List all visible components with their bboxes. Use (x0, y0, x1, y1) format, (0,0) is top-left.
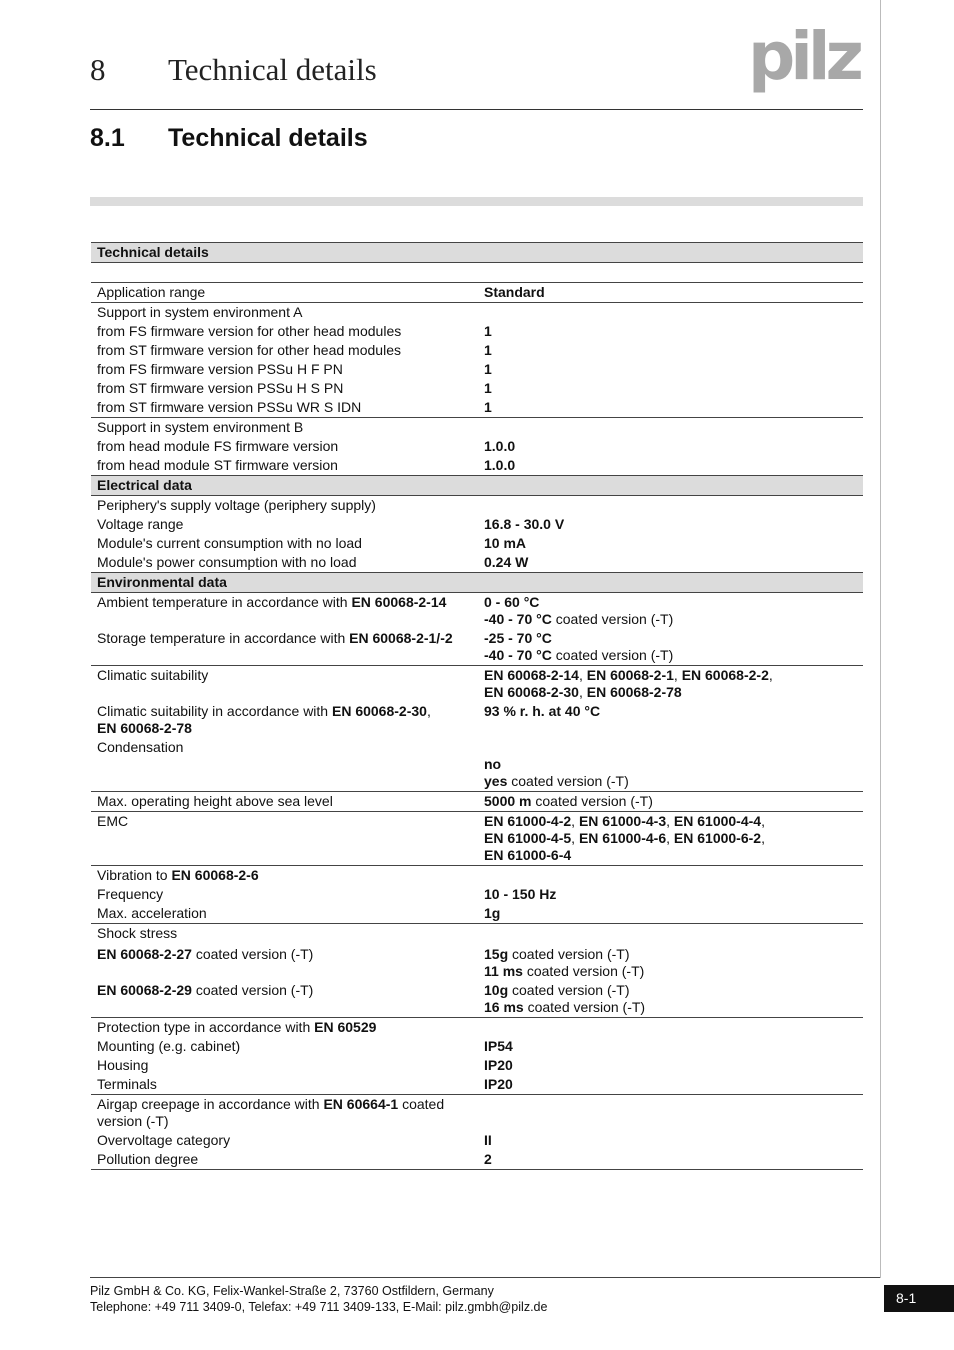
table-row: from FS firmware version PSSu H F PN 1 (97, 361, 492, 377)
page-edge-line (880, 0, 881, 1278)
electrical-data-header: Electrical data (91, 476, 863, 496)
table-row: Voltage range 16.8 - 30.0 V (97, 516, 565, 532)
table-row: Pollution degree 2 (91, 1150, 863, 1170)
chapter-number: 8 (90, 52, 106, 87)
table-row: EN 60068-2-27 coated version (-T) 15g coated version (-T) 11 ms coated version (-T) (97, 946, 645, 979)
table-row: Climatic suitability in accordance with EN 60068-2-30, EN 60068-2-78 93 % r. h. at 40 °C (97, 703, 601, 736)
table-row: Climatic suitability EN 60068-2-14, EN 60068-2-1, EN 60068-2-2, EN 60068-2-30, EN 60068-2-78 (91, 666, 863, 703)
table-row: EN 60068-2-29 coated version (-T) 10g coated version (-T) 16 ms coated version (-T) (97, 982, 646, 1015)
table-row: Module's current consumption with no load 10 mA (97, 535, 527, 551)
page-number-badge: 8-1 (884, 1285, 954, 1312)
table-row: Frequency 10 - 150 Hz (97, 886, 557, 902)
table-row: Protection type in accordance with EN 60529 (91, 1018, 863, 1038)
table-row: Mounting (e.g. cabinet) IP54 (97, 1038, 513, 1054)
table-row: from ST firmware version PSSu WR S IDN 1 (97, 399, 492, 415)
technical-details-table (91, 242, 863, 1170)
table-row: Overvoltage category II (97, 1132, 492, 1148)
chapter-title: Technical details (168, 52, 377, 87)
table-title: Technical details (91, 243, 863, 263)
section-number: 8.1 (90, 124, 125, 152)
table-row: Housing IP20 (97, 1057, 513, 1073)
table-row: Ambient temperature in accordance with EN 60068-2-14 0 - 60 °C -40 - 70 °C coated version (-T) (97, 594, 674, 627)
table-row: Application range Standard (91, 283, 863, 303)
footer-rule (90, 1277, 880, 1278)
table-row: Terminals IP20 (97, 1076, 513, 1092)
footer-contact: Telephone: +49 711 3409-0, Telefax: +49 711 3409-133, E-Mail: pilz.gmbh@pilz.de (90, 1300, 548, 1314)
table-row: Vibration to EN 60068-2-6 (91, 866, 863, 886)
table-row: from FS firmware version for other head modules 1 (97, 323, 492, 339)
spacer-row (91, 263, 863, 283)
table-row: Storage temperature in accordance with EN 60068-2-1/-2 -25 - 70 °C -40 - 70 °C coated version (-T) (97, 630, 674, 663)
table-row: from ST firmware version for other head modules 1 (97, 342, 492, 358)
table-row: Shock stress (91, 924, 863, 944)
table-row: Support in system environment B (91, 418, 863, 438)
footer-address: Pilz GmbH & Co. KG, Felix-Wankel-Straße 2, 73760 Ostfildern, Germany (90, 1284, 494, 1298)
table-row: Condensation no yes coated version (-T) (97, 739, 629, 789)
table-row: from head module ST firmware version 1.0.0 (97, 457, 516, 473)
table-row: Airgap creepage in accordance with EN 60664-1 coated version (-T) (91, 1095, 863, 1132)
table-row: from head module FS firmware version 1.0.0 (97, 438, 516, 454)
table-row: Periphery's supply voltage (periphery supply) (97, 497, 376, 513)
table-row: Support in system environment A (91, 303, 863, 323)
table-row: Max. acceleration 1g (97, 905, 501, 921)
header-rule (90, 109, 863, 110)
section-divider-bar (90, 197, 863, 206)
pilz-logo: pilz (748, 18, 859, 95)
table-header-row (91, 243, 863, 263)
table-row: Module's power consumption with no load 0.24 W (97, 554, 529, 570)
section-title: Technical details (168, 124, 368, 152)
footer (90, 1283, 547, 1315)
environmental-data-header: Environmental data (91, 573, 863, 593)
table-row: from ST firmware version PSSu H S PN 1 (97, 380, 492, 396)
table-row: EMC EN 61000-4-2, EN 61000-4-3, EN 61000-4-4, EN 61000-4-5, EN 61000-4-6, EN 61000-6-2, EN 61000-6-4 (91, 812, 863, 866)
table-row: Max. operating height above sea level 5000 m coated version (-T) (91, 792, 863, 812)
